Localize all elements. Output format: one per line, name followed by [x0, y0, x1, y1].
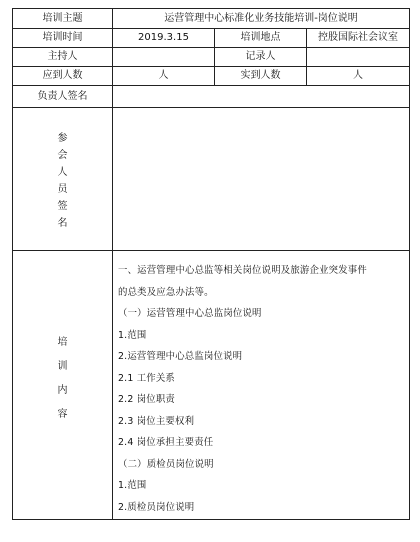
time-value: 2019.3.15 — [113, 29, 215, 48]
content-label — [13, 251, 113, 520]
content-line: （一）运营管理中心总监岗位说明 — [118, 308, 262, 319]
responsible-sign-row — [13, 86, 410, 108]
topic-value: 运营管理中心标准化业务技能培训-岗位说明 — [113, 9, 410, 29]
attendees-label-char: 会 — [57, 150, 68, 161]
attendees-label-char: 员 — [57, 184, 68, 195]
recorder-label: 记录人 — [215, 48, 307, 67]
expected-value[interactable]: 人 — [113, 67, 215, 86]
content-line: 的总类及应急办法等。 — [118, 286, 214, 298]
host-value[interactable] — [113, 48, 215, 67]
attendees-label-char: 名 — [57, 218, 68, 229]
content-label-char: 容 — [57, 409, 68, 420]
content-value — [113, 251, 410, 520]
topic-label: 培训主题 — [13, 9, 113, 29]
recorder-value[interactable] — [307, 48, 410, 67]
content-line: 2.运营管理中心总监岗位说明 — [118, 351, 243, 362]
attendees-row — [13, 108, 410, 251]
host-label: 主持人 — [13, 48, 113, 67]
content-line: 2.4 岗位承担主要责任 — [118, 437, 214, 448]
attendees-label — [13, 108, 113, 251]
attendance-count-row — [13, 67, 410, 86]
responsible-sign-label: 负责人签名 — [13, 86, 113, 108]
content-line: 2.质检员岗位说明 — [118, 501, 195, 513]
attendees-signature-area[interactable] — [113, 108, 410, 251]
content-line: 1.范围 — [118, 329, 147, 341]
content-label-char: 训 — [57, 361, 68, 372]
content-label-vertical — [13, 331, 112, 427]
content-line: 1.范围 — [118, 480, 147, 491]
location-value: 控股国际社会议室 — [307, 29, 410, 48]
content-line: 2.3 岗位主要权利 — [118, 415, 195, 427]
content-label-char: 内 — [57, 385, 68, 396]
location-label: 培训地点 — [215, 29, 307, 48]
content-line: 2.2 岗位职责 — [118, 394, 175, 405]
host-recorder-row — [13, 48, 410, 67]
content-label-char: 培 — [57, 337, 68, 348]
attendees-label-vertical — [13, 108, 112, 251]
content-line: 2.1 工作关系 — [118, 372, 175, 384]
attendees-label-char: 签 — [57, 201, 68, 212]
expected-label: 应到人数 — [13, 67, 113, 86]
responsible-sign-value[interactable] — [113, 86, 410, 108]
actual-value[interactable]: 人 — [307, 67, 410, 86]
attendees-label-char: 人 — [57, 167, 68, 178]
attendees-label-char: 参 — [57, 133, 68, 144]
content-line: （二）质检员岗位说明 — [118, 458, 214, 470]
actual-label: 实到人数 — [215, 67, 307, 86]
training-record-table — [12, 8, 410, 520]
topic-row — [13, 9, 410, 29]
content-line: 一、运营管理中心总监等相关岗位说明及旅游企业突发事件 — [118, 265, 367, 276]
content-row — [13, 251, 410, 520]
time-location-row — [13, 29, 410, 48]
time-label: 培训时间 — [13, 29, 113, 48]
content-text-block — [113, 252, 409, 518]
